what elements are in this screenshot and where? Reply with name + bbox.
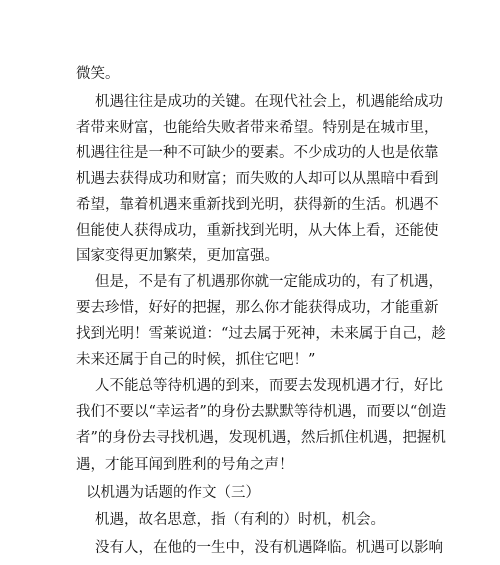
text-line: 但是，不是有了机遇那你就一定能成功的，有了机遇， <box>95 274 443 290</box>
text-line: 我们不要以“幸运者”的身份去默默等待机遇，而要以“创造 <box>76 404 447 420</box>
text-line: 人不能总等待机遇的到来，而要去发现机遇才行，好比 <box>95 378 443 394</box>
text-line: 者带来财富，也能给失败者带来希望。特别是在城市里， <box>76 120 439 136</box>
text-line: 希望，靠着机遇来重新找到光明，获得新的生活。机遇不 <box>76 197 439 213</box>
text-line: 但能使人获得成功，重新找到光明，从大体上看，还能使 <box>76 223 439 239</box>
text-line: 要去珍惜，好好的把握，那么你才能获得成功，才能重新 <box>76 300 439 316</box>
section-heading: 以机遇为话题的作文（三） <box>86 485 260 501</box>
text-line: 未来还属于自己的时候，抓住它吧！” <box>76 352 316 368</box>
text-line: 国家变得更加繁荣，更加富强。 <box>76 248 279 264</box>
text-line: 遇，才能耳闻到胜利的号角之声！ <box>76 457 294 473</box>
text-line: 机遇往往是成功的关键。在现代社会上，机遇能给成功 <box>95 94 443 110</box>
text-line: 找到光明！雪莱说道：“过去属于死神，未来属于自己，趁 <box>76 326 446 342</box>
text-line: 者”的身份去寻找机遇，发现机遇，然后抓住机遇，把握机 <box>76 430 446 446</box>
text-line: 没有人，在他的一生中，没有机遇降临。机遇可以影响 <box>95 540 443 556</box>
text-line: 机遇，故名思意，指（有利的）时机，机会。 <box>95 512 385 528</box>
text-line: 微笑。 <box>76 66 120 82</box>
text-line: 机遇往往是一种不可缺少的要素。不少成功的人也是依靠 <box>76 145 439 161</box>
text-line: 机遇去获得成功和财富；而失败的人却可以从黑暗中看到 <box>76 171 439 187</box>
